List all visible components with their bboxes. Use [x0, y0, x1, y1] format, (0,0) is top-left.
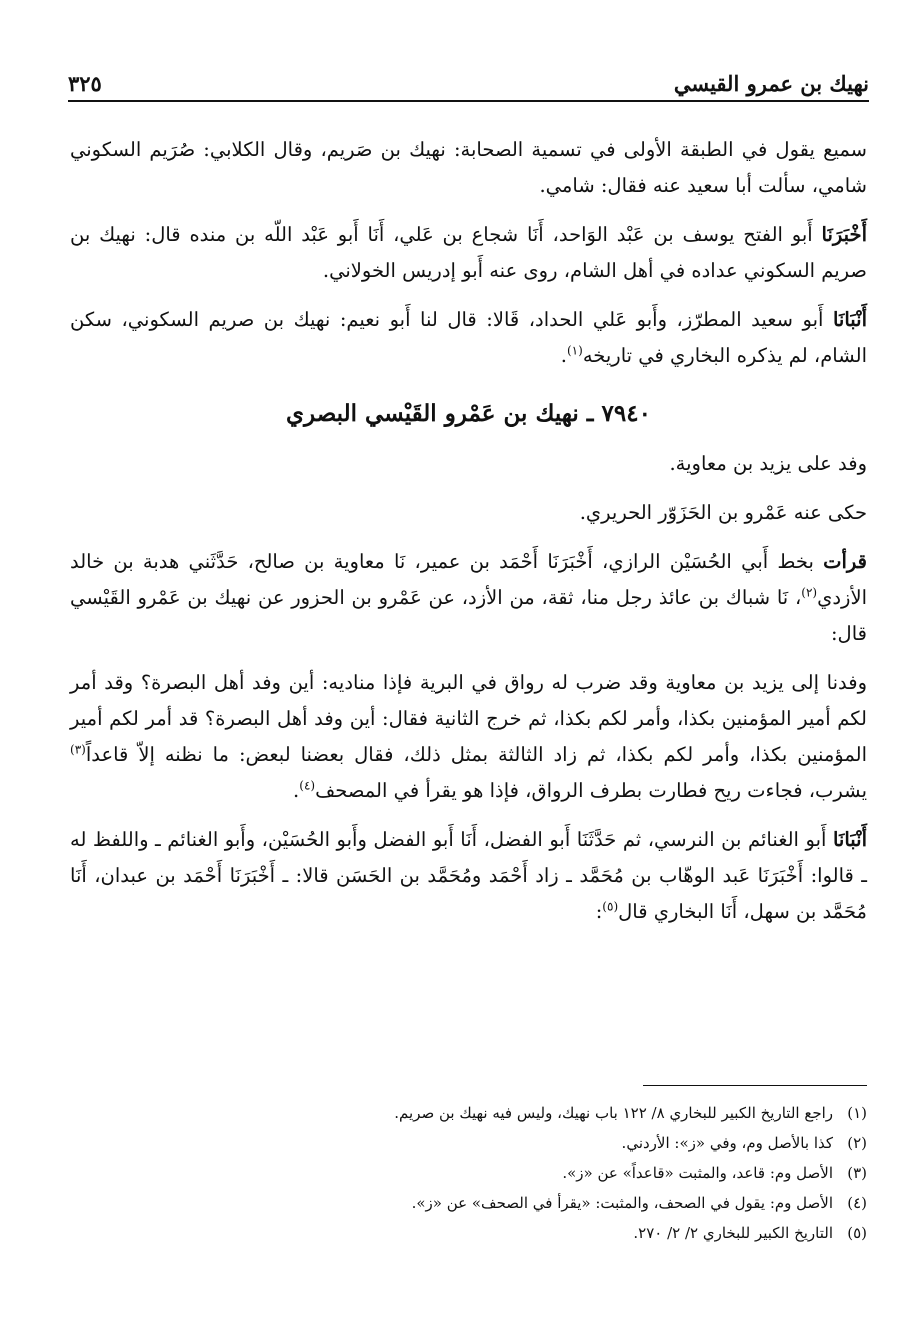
paragraph-6-text-b: ، نَا شباك بن عائذ رجل منا، ثقة، من الأزد، عن عَمْرو بن الحزور عن نهيك بن عَمْرو القَيْسي قال: — [70, 586, 867, 645]
footnotes — [120, 1098, 867, 1248]
paragraph-4-text: وفد على يزيد بن معاوية. — [669, 452, 867, 475]
paragraph-8-end: : — [595, 900, 603, 923]
paragraph-2-text: أَبو الفتح يوسف بن عَبْد الوَاحد، أَنَا شجاع بن عَلي، أَنَا أَبو عَبْد اللّه بن منده قال: نهيك بن صريم السكوني عداده في أهل الشام، روى عنه أَبو إدريس الخولاني. — [70, 223, 867, 282]
paragraph-2 — [70, 217, 867, 289]
page-number: ٣٢٥ — [68, 71, 102, 96]
paragraph-8-text: أَبو الغنائم بن النرسي، ثم حَدَّثَنَا أَبو الفضل، أَنَا أَبو الفضل وأَبو الحُسَيْن، وأَبو الغنائم ـ واللفظ له ـ قالوا: أَخْبَرَنَا عَبد الوهّاب بن مُحَمَّد ـ زاد أَحْمَد ومُحَمَّد بن الحَسَن قالا: ـ أَخْبَرَنَا أَحْمَد بن عبدان، أَنَا مُحَمَّد بن سهل، أَنَا البخاري قال — [70, 828, 867, 923]
paragraph-8 — [70, 822, 867, 930]
footnote-text: الأصل وم: يقول في الصحف، والمثبت: «يقرأ في الصحف» عن «ز». — [411, 1194, 833, 1212]
footnote-number: (١) — [847, 1104, 867, 1122]
footnote-text: كذا بالأصل وم، وفي «ز»: الأردني. — [621, 1134, 833, 1152]
paragraph-3-end: . — [560, 344, 567, 367]
header-rule — [68, 100, 869, 102]
entry-title: ٧٩٤٠ ـ نهيك بن عَمْرو القَيْسي البصري — [286, 400, 651, 427]
paragraph-1-text: سميع يقول في الطبقة الأولى في تسمية الصحابة: نهيك بن صَريم، وقال الكلابي: صُرَيم السكوني شامي، سألت أبا سعيد عنه فقال: شامي. — [70, 138, 867, 197]
paragraph-7-text-b: يشرب، فجاءت ريح فطارت بطرف الرواق، فإذا هو يقرأ في المصحف — [315, 779, 867, 802]
footnote-ref-5: (٥) — [602, 899, 619, 914]
paragraph-5-text: حكى عنه عَمْرو بن الحَزَوّر الحريري. — [579, 501, 867, 524]
paragraph-1 — [70, 132, 867, 204]
running-title: نهيك بن عمرو القيسي — [673, 71, 869, 96]
paragraph-6-text-a: بخط أَبي الحُسَيْن الرازي، أَخْبَرَنَا أَحْمَد بن عمير، نَا معاوية بن صالح، حَدَّثَني هدبة بن خالد الأزدي — [70, 550, 867, 609]
paragraph-7-text-a: وفدنا إلى يزيد بن معاوية وقد ضرب له رواق في البرية فإذا مناديه: أين وفد أهل البصرة؟ وقد أمر لكم أمير المؤمنين بكذا، وأمر لكم بكذا، ثم خرج الثانية فقال: أين وفد أهل البصرة؟ قد أمر لكم أمير المؤمنين بكذا، وأمر لكم بكذا، ثم زاد الثالثة بمثل ذلك، فقال بعضنا لبعض: ما نظنه إلاّ قاعداً — [70, 671, 867, 766]
footnote-number: (٢) — [847, 1134, 867, 1152]
paragraph-3 — [70, 302, 867, 374]
footnote — [120, 1158, 867, 1188]
footnote — [120, 1188, 867, 1218]
paragraph-7 — [70, 665, 867, 809]
paragraph-2-lead: أَخْبَرَنَا — [821, 223, 867, 246]
paragraph-8-lead: أَنْبَانَا — [832, 828, 867, 851]
footnote-ref-3: (٣) — [70, 742, 86, 757]
footnote-number: (٥) — [847, 1224, 867, 1242]
paragraph-3-text: أَبو سعيد المطرّز، وأَبو عَلي الحداد، قَالا: قال لنا أَبو نعيم: نهيك بن صريم السكوني، سكن الشام، لم يذكره البخاري في تاريخه — [70, 308, 867, 367]
footnote-number: (٣) — [847, 1164, 867, 1182]
paragraph-3-lead: أَنْبَانَا — [832, 308, 867, 331]
footnote — [120, 1128, 867, 1158]
paragraph-5 — [70, 495, 867, 531]
body-text — [70, 132, 867, 943]
paragraph-4 — [70, 446, 867, 482]
running-header — [68, 62, 869, 96]
footnote-rule — [643, 1085, 867, 1086]
footnote-ref-4: (٤) — [299, 778, 316, 793]
footnote-ref-2: (٢) — [801, 585, 818, 600]
footnote-ref-1: (١) — [566, 343, 583, 358]
footnote-text: التاريخ الكبير للبخاري ٢/ ٢/ ٢٧٠. — [633, 1224, 833, 1242]
paragraph-7-end: . — [293, 779, 300, 802]
footnote-text: الأصل وم: قاعد، والمثبت «قاعداً» عن «ز». — [562, 1164, 833, 1182]
paragraph-6-lead: قرأت — [823, 550, 867, 573]
footnote-text: راجع التاريخ الكبير للبخاري ٨/ ١٢٢ باب نهيك، وليس فيه نهيك بن صريم. — [394, 1104, 833, 1122]
footnote — [120, 1098, 867, 1128]
paragraph-6 — [70, 544, 867, 652]
footnote — [120, 1218, 867, 1248]
footnote-number: (٤) — [847, 1194, 867, 1212]
